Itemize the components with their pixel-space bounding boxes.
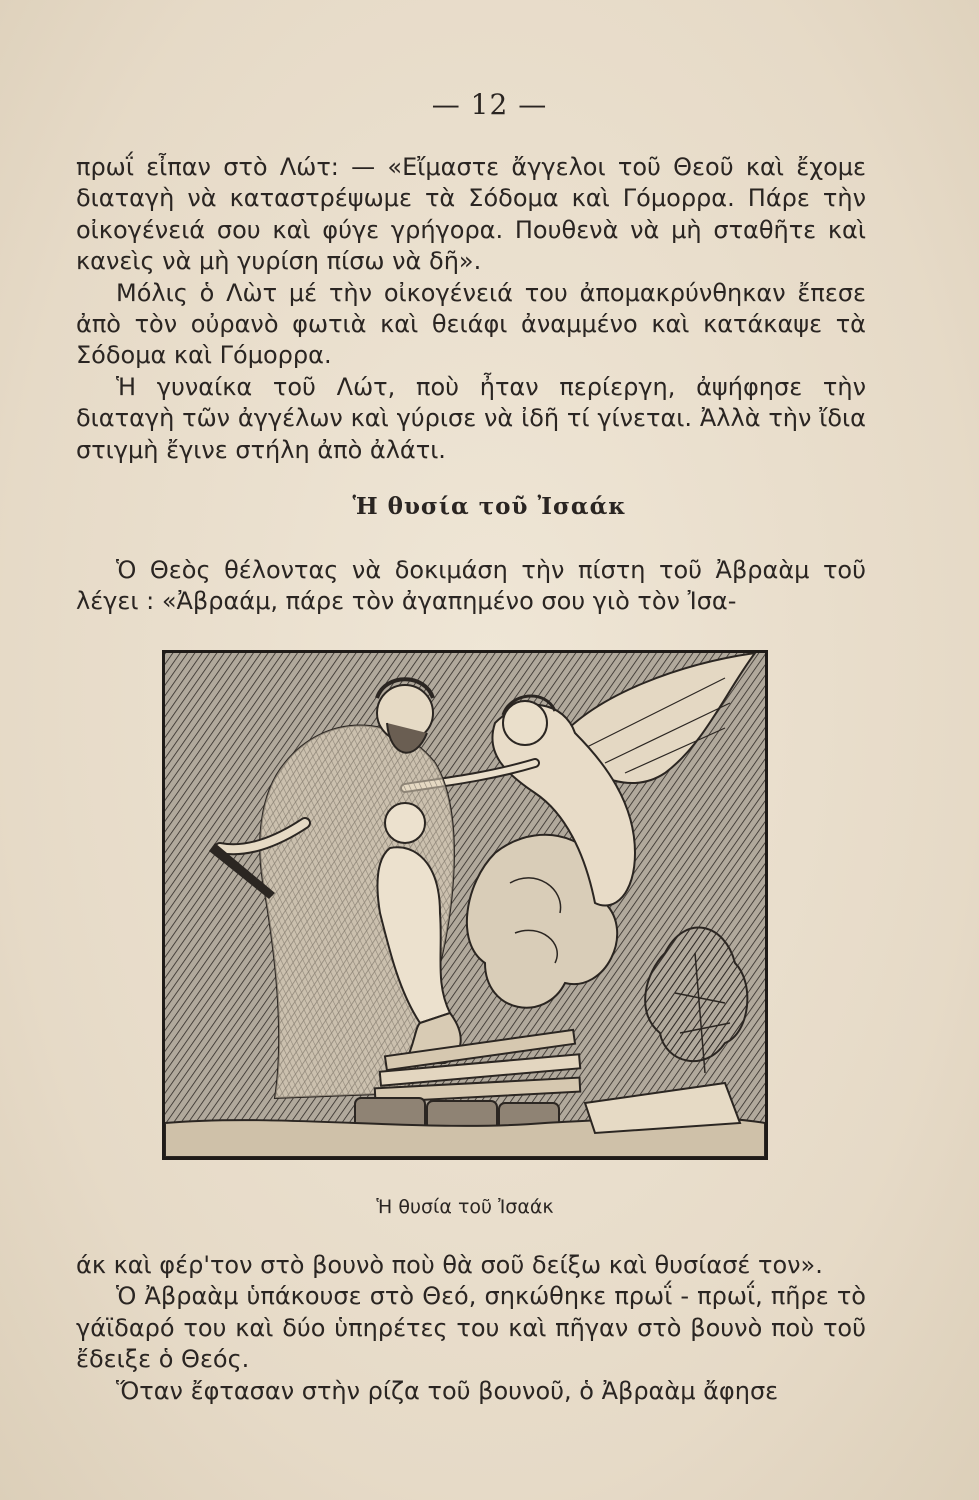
engraving-icon [165, 653, 765, 1157]
paragraph: Ὁ Ἀβραὰμ ὑπάκουσε στὸ Θεό, σηκώθηκε πρωΐ - πρωΐ, πῆρε τὸ γάϊδαρό του καὶ δύο ὑπηρέτες του καὶ πῆγαν στὸ βουνὸ ποὺ τοῦ ἔδειξε ὁ Θεός. [76, 1282, 866, 1374]
text-block-bottom [76, 1250, 866, 1407]
paragraph: πρωΐ εἶπαν στὸ Λώτ: — «Εἴμαστε ἄγγελοι τοῦ Θεοῦ καὶ ἔχομε διαταγὴ νὰ καταστρέψωμε τὰ Σόδομα καὶ Γόμορρα. Πάρε τὴν οἰκογένειά σου καὶ φύγε γρήγορα. Πουθενὰ νὰ μὴ σταθῆτε καὶ κανεὶς νὰ μὴ γυρίση πίσω νὰ δῆ». [76, 153, 866, 276]
text-block-middle [76, 555, 866, 618]
illustration-caption: Ἡ θυσία τοῦ Ἰσαάκ [376, 1196, 554, 1218]
paragraph: Ὁ Θεὸς θέλοντας νὰ δοκιμάση τὴν πίστη τοῦ Ἀβραὰμ τοῦ λέγει : «Ἀβραάμ, πάρε τὸν ἀγαπημένο σου γιὸ τὸν Ἰσα- [76, 556, 866, 616]
page-number: — 12 — [431, 88, 548, 121]
paragraph: Ἡ γυναίκα τοῦ Λώτ, ποὺ ἦταν περίεργη, ἀψήφησε τὴν διαταγὴ τῶν ἀγγέλων καὶ γύρισε νὰ ἰδῆ τί γίνεται. Ἀλλὰ τὴν ἴδια στιγμὴ ἔγινε στήλη ἀπὸ ἀλάτι. [76, 372, 866, 464]
engraving-illustration [162, 650, 768, 1160]
text-block-top [76, 152, 866, 466]
paragraph: Μόλις ὁ Λὼτ μέ τὴν οἰκογένειά του ἀπομακρύνθηκαν ἔπεσε ἀπὸ τὸν οὐρανὸ φωτιὰ καὶ θειάφι ἀναμμένο καὶ κατάκαψε τὰ Σόδομα καὶ Γόμορρα. [76, 278, 866, 370]
paragraph: άκ καὶ φέρ'τον στὸ βουνὸ ποὺ θὰ σοῦ δείξω καὶ θυσίασέ τον». [76, 1251, 823, 1279]
section-title: Ἡ θυσία τοῦ Ἰσαάκ [352, 493, 627, 520]
paragraph: Ὅταν ἔφτασαν στὴν ρίζα τοῦ βουνοῦ, ὁ Ἀβραὰμ ἄφησε [116, 1376, 779, 1405]
